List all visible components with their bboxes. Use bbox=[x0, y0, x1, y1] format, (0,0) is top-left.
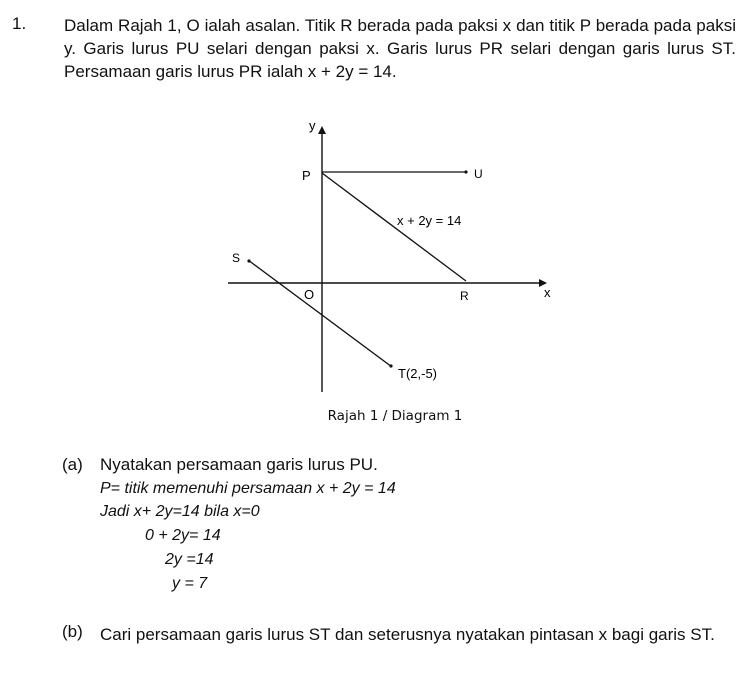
question-number: 1. bbox=[12, 14, 27, 33]
point-u-label: U bbox=[474, 167, 483, 181]
point-t-label: T(2,-5) bbox=[398, 366, 437, 381]
y-axis-label: y bbox=[309, 118, 316, 133]
line-st bbox=[248, 260, 392, 367]
working-line-2: Jadi x+ 2y=14 bila x=0 bbox=[100, 503, 260, 520]
x-axis-label: x bbox=[544, 285, 551, 300]
origin-label: O bbox=[304, 287, 315, 302]
point-s-label: S bbox=[232, 251, 241, 265]
working-line-3: 0 + 2y= 14 bbox=[145, 527, 221, 544]
diagram-caption: Rajah 1 / Diagram 1 bbox=[327, 408, 463, 424]
point-r-label: R bbox=[460, 289, 469, 303]
point-u-dot bbox=[464, 170, 467, 173]
point-p-label: P bbox=[302, 168, 311, 183]
point-t-dot bbox=[389, 364, 392, 367]
working-line-1: P= titik memenuhi persamaan x + 2y = 14 bbox=[100, 480, 396, 497]
working-line-4: 2y =14 bbox=[165, 551, 214, 568]
working-line-5: y = 7 bbox=[172, 575, 208, 592]
point-s-dot bbox=[247, 259, 250, 262]
part-a-label: (a) bbox=[62, 455, 83, 474]
question-text: Dalam Rajah 1, O ialah asalan. Titik R berada pada paksi x dan titik P berada pada paksi y. Garis lurus PU selari dengan paksi x. Garis lurus PR selari dengan garis lurus ST. Persamaan garis lurus PR ialah x + 2y = 14. bbox=[64, 16, 736, 81]
part-a-question: Nyatakan persamaan garis lurus PU. bbox=[100, 455, 378, 474]
part-b-label: (b) bbox=[62, 622, 83, 641]
line-pr-label: x + 2y = 14 bbox=[397, 213, 462, 228]
part-b-question: Cari persamaan garis lurus ST dan seterusnya nyatakan pintasan x bagi garis ST. bbox=[100, 625, 715, 644]
